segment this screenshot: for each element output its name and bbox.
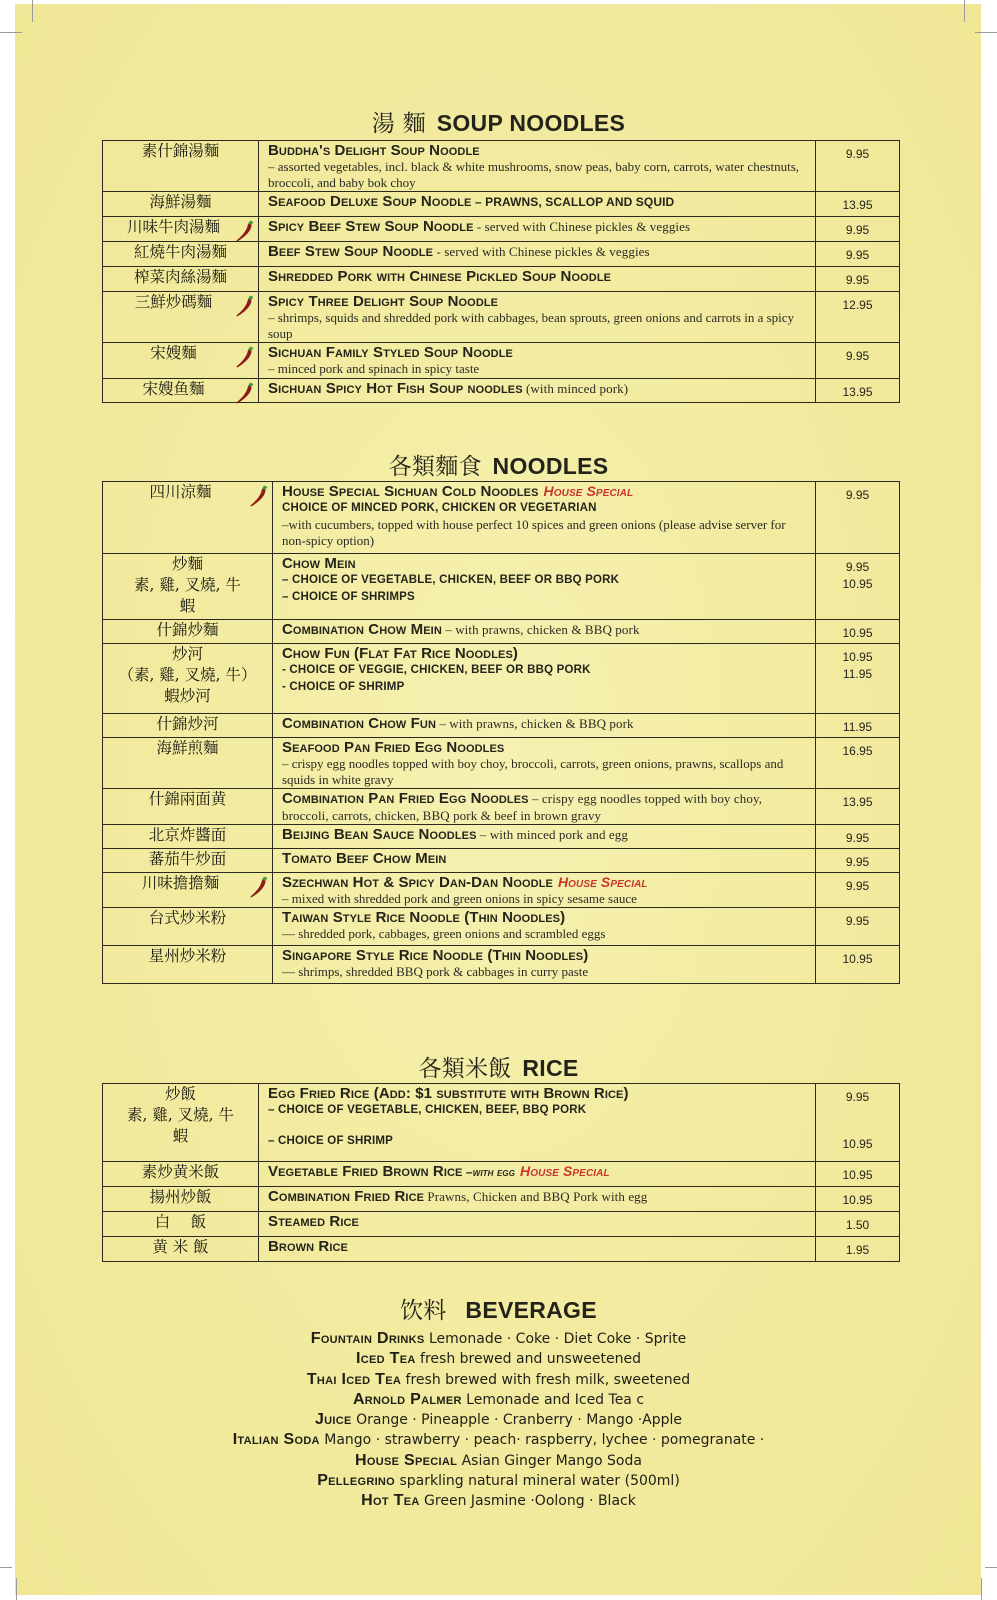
- section-title-zh: 湯 麵: [371, 111, 426, 137]
- item-name: Seafood Pan Fried Egg Noodles: [282, 739, 505, 756]
- item-name-line: [268, 243, 807, 260]
- item-description-inline: Prawns, Chicken and BBQ Pork with egg: [424, 1189, 648, 1204]
- menu-row: [103, 217, 900, 242]
- chinese-name-cell: [103, 1212, 259, 1237]
- section-title-rice: [0, 1050, 997, 1083]
- price-cell: [816, 141, 900, 192]
- beverage-description: Lemonade and Iced Tea c: [461, 1391, 645, 1408]
- item-description-inline: – with prawns, chicken & BBQ pork: [441, 622, 640, 637]
- item-cell: [273, 849, 816, 873]
- item-cell: [273, 644, 816, 714]
- item-description: – minced pork and spinach in spicy taste: [268, 361, 480, 376]
- item-price: 13.95: [842, 385, 873, 399]
- price-cell: [816, 1212, 900, 1237]
- item-price: 9.95: [845, 914, 870, 928]
- beverage-name: Thai Iced Tea: [306, 1370, 402, 1388]
- beverage-name: House Special: [355, 1451, 458, 1469]
- soup-noodles-table: [102, 140, 900, 403]
- house-special-badge: House Special: [520, 1163, 610, 1179]
- house-special-badge: House Special: [543, 483, 634, 499]
- menu-row: [103, 242, 900, 267]
- menu-row: [103, 738, 900, 789]
- beverage-description: fresh brewed with fresh milk, sweetened: [401, 1371, 691, 1388]
- item-name: Combination Pan Fried Egg Noodles: [282, 790, 529, 807]
- item-name-line: [282, 909, 807, 926]
- chinese-name-cell: [103, 192, 259, 217]
- section-title-noodles: [0, 448, 997, 481]
- item-name-line: [282, 645, 807, 662]
- item-cell: [273, 789, 816, 825]
- price-cell: [816, 1084, 900, 1162]
- item-cell: [273, 482, 816, 554]
- item-cell: [259, 1237, 816, 1262]
- item-cell: [259, 1162, 816, 1187]
- item-cell: [273, 908, 816, 946]
- price-cell: [816, 789, 900, 825]
- item-name-line: [268, 344, 807, 361]
- item-description-inline: (with minced pork): [522, 381, 629, 396]
- beverage-name: Juice: [314, 1411, 352, 1429]
- beverage-line: [0, 1329, 997, 1349]
- price-cell: [816, 873, 900, 908]
- house-special-badge: House Special: [557, 874, 648, 890]
- section-title-soup-noodles: [0, 105, 997, 138]
- price-cell: [816, 644, 900, 714]
- item-name: Spicy Beef Stew Soup Noodle: [268, 218, 474, 235]
- beverage-line: [0, 1410, 997, 1430]
- chili-pepper-icon: [234, 381, 256, 405]
- item-name-line: [282, 483, 807, 500]
- chinese-name-cell: [103, 946, 273, 984]
- item-cell: [259, 242, 816, 267]
- price-cell: [816, 908, 900, 946]
- item-name: Buddha's Delight Soup Noodle: [268, 142, 480, 159]
- item-name: Szechwan Hot & Spicy Dan-Dan Noodle: [282, 874, 553, 891]
- item-choice: CHOICE OF MINCED PORK, CHICKEN OR VEGETARIAN: [282, 502, 597, 514]
- beverage-description: Mango · strawberry · peach· raspberry, lychee · pomegranate ·: [319, 1432, 765, 1449]
- price-cell: [816, 482, 900, 554]
- item-name-line: [282, 621, 807, 638]
- chinese-name: 蝦: [172, 1127, 189, 1145]
- rice-table: [102, 1083, 900, 1262]
- menu-row: [103, 292, 900, 343]
- item-cell: [273, 620, 816, 644]
- price-cell: [816, 849, 900, 873]
- item-cell: [259, 343, 816, 379]
- item-name-line: [282, 715, 807, 732]
- item-description-inline: – with prawns, chicken & BBQ pork: [436, 716, 634, 731]
- menu-row: [103, 482, 900, 554]
- item-price: 9.95: [845, 273, 870, 287]
- menu-row: [103, 1237, 900, 1262]
- price-cell: [816, 217, 900, 242]
- item-cell: [259, 379, 816, 403]
- item-description-inline: - served with Chinese pickles & veggies: [433, 244, 650, 259]
- crop-mark: [32, 0, 33, 22]
- menu-row: [103, 192, 900, 217]
- item-price: 9.95: [845, 147, 870, 161]
- chinese-name-cell: [103, 242, 259, 267]
- item-price: 11.95: [842, 667, 873, 681]
- item-name-line: [268, 1188, 807, 1205]
- beverage-line: [0, 1349, 997, 1369]
- item-name: Steamed Rice: [268, 1213, 359, 1230]
- menu-row: [103, 849, 900, 873]
- beverage-name: Iced Tea: [356, 1350, 416, 1368]
- noodles-table: [102, 481, 900, 984]
- chinese-name: 北京炸醬面: [148, 826, 227, 844]
- item-name: Combination Fried Rice: [268, 1188, 425, 1205]
- chinese-name: 揚州炒飯: [149, 1188, 212, 1206]
- chinese-name: 素, 雞, 叉燒, 牛: [126, 1106, 235, 1124]
- item-choice: – CHOICE OF SHRIMP: [268, 1135, 394, 1147]
- crop-mark: [964, 0, 965, 22]
- item-description: — shredded pork, cabbages, green onions and scrambled eggs: [282, 926, 606, 941]
- crop-mark: [981, 1578, 982, 1600]
- item-cell: [259, 192, 816, 217]
- price-cell: [816, 292, 900, 343]
- section-title-en: RICE: [522, 1055, 579, 1081]
- item-name-suffix: –with egg: [462, 1165, 516, 1179]
- crop-mark: [0, 32, 22, 33]
- item-choice: - CHOICE OF SHRIMP: [282, 681, 405, 693]
- menu-row: [103, 1212, 900, 1237]
- beverage-name: Italian Soda: [232, 1431, 320, 1449]
- item-cell: [273, 946, 816, 984]
- menu-row: [103, 554, 900, 620]
- menu-row: [103, 267, 900, 292]
- item-price: 11.95: [842, 720, 873, 734]
- menu-row: [103, 343, 900, 379]
- item-cell: [273, 714, 816, 738]
- menu-row: [103, 141, 900, 192]
- beverage-line: [0, 1430, 997, 1450]
- item-description: — shrimps, shredded BBQ pork & cabbages in curry paste: [282, 964, 589, 979]
- section-title-zh: 各類麵食: [388, 454, 482, 480]
- item-name-line: [268, 1163, 807, 1181]
- menu-row: [103, 908, 900, 946]
- chinese-name-cell: [103, 1237, 259, 1262]
- item-name: Sichuan Spicy Hot Fish Soup noodles: [268, 380, 523, 397]
- item-cell: [259, 1084, 816, 1162]
- menu-row: [103, 379, 900, 403]
- chinese-name: 榨菜肉絲湯麵: [133, 268, 227, 286]
- item-description-inline: - served with Chinese pickles & veggies: [473, 219, 691, 234]
- chinese-name-cell: [103, 482, 273, 554]
- chinese-name-cell: [103, 554, 273, 620]
- item-price: 10.95: [842, 1168, 873, 1182]
- crop-mark: [975, 32, 997, 33]
- chinese-name: 白 飯: [154, 1213, 207, 1231]
- item-price: 10.95: [842, 1193, 873, 1207]
- item-name-line: [268, 1213, 807, 1230]
- item-cell: [259, 292, 816, 343]
- section-title-en: NOODLES: [492, 453, 609, 479]
- item-name: Beijing Bean Sauce Noodles: [282, 826, 477, 843]
- chinese-name-cell: [103, 217, 259, 242]
- beverage-description: sparkling natural mineral water (500ml): [395, 1473, 680, 1490]
- section-title-beverage: [0, 1292, 997, 1325]
- item-price: 1.95: [845, 1243, 870, 1257]
- chili-pepper-icon: [234, 294, 256, 318]
- item-price: 10.95: [842, 952, 873, 966]
- beverage-line: [0, 1451, 997, 1471]
- price-cell: [816, 946, 900, 984]
- item-cell: [259, 267, 816, 292]
- item-name-line: [268, 142, 807, 159]
- chinese-name: （素, 雞, 叉燒, 牛）: [118, 666, 257, 684]
- beverage-description: Asian Ginger Mango Soda: [457, 1452, 642, 1469]
- chinese-name: 星州炒米粉: [148, 947, 227, 965]
- chinese-name-cell: [103, 644, 273, 714]
- section-title-zh: 饮料: [400, 1298, 447, 1324]
- chinese-name: 素, 雞, 叉燒, 牛: [133, 576, 242, 594]
- item-name: Tomato Beef Chow Mein: [282, 850, 447, 867]
- menu-row: [103, 873, 900, 908]
- price-cell: [816, 554, 900, 620]
- section-title-en: SOUP NOODLES: [436, 110, 626, 136]
- chinese-name: 什錦炒河: [156, 715, 219, 733]
- chinese-name: 炒河: [171, 645, 203, 663]
- chinese-name-cell: [103, 1187, 259, 1212]
- beverage-description: Green Jasmine ·Oolong · Black: [419, 1493, 636, 1510]
- item-price: 10.95: [842, 1137, 873, 1151]
- chinese-name: 川味牛肉湯麵: [126, 218, 220, 236]
- item-price: 1.50: [845, 1218, 870, 1232]
- beverage-line: [0, 1491, 997, 1511]
- chili-pepper-icon: [234, 219, 256, 243]
- item-price: 10.95: [842, 626, 873, 640]
- menu-row: [103, 946, 900, 984]
- chinese-name: 素什錦湯麵: [141, 142, 220, 160]
- item-description-inline: – crispy egg noodles topped with boy choy, broccoli, carrots, chicken, BBQ pork & beef in brown gravy: [282, 791, 763, 823]
- menu-row: [103, 1187, 900, 1212]
- menu-row: [103, 620, 900, 644]
- section-title-en: BEVERAGE: [465, 1297, 597, 1323]
- item-name-line: [268, 380, 807, 397]
- item-choice: – CHOICE OF SHRIMPS: [282, 591, 415, 603]
- section-title-zh: 各類米飯: [418, 1056, 512, 1082]
- chinese-name: 蝦炒河: [164, 687, 211, 705]
- item-price: 13.95: [842, 795, 873, 809]
- item-name: House Special Sichuan Cold Noodles: [282, 483, 539, 500]
- chili-pepper-icon: [248, 875, 270, 899]
- item-price: 10.95: [842, 577, 873, 591]
- item-cell: [273, 825, 816, 849]
- price-cell: [816, 267, 900, 292]
- item-description: – shrimps, squids and shredded pork with cabbages, bean sprouts, green onions and carrots in a spicy soup: [268, 310, 795, 341]
- item-choice: - CHOICE OF VEGGIE, CHICKEN, BEEF OR BBQ PORK: [282, 664, 591, 676]
- beverage-description: Lemonade · Coke · Diet Coke · Sprite: [424, 1331, 687, 1347]
- beverage-description: fresh brewed and unsweetened: [415, 1351, 641, 1368]
- item-description-inline: – with minced pork and egg: [476, 827, 628, 842]
- chinese-name-cell: [103, 343, 259, 379]
- item-name: Shredded Pork with Chinese Pickled Soup Noodle: [268, 268, 612, 285]
- item-name: Brown Rice: [268, 1238, 348, 1255]
- chinese-name-cell: [103, 825, 273, 849]
- item-name: Combination Chow Fun: [282, 715, 436, 732]
- menu-row: [103, 825, 900, 849]
- chinese-name: 三鮮炒碼麵: [134, 293, 213, 311]
- item-name: Sichuan Family Styled Soup Noodle: [268, 344, 513, 361]
- chinese-name-cell: [103, 1162, 259, 1187]
- item-name: Singapore Style Rice Noodle (Thin Noodles): [282, 947, 589, 964]
- item-price: 9.95: [845, 831, 870, 845]
- chinese-name: 四川涼麵: [149, 483, 212, 501]
- chinese-name-cell: [103, 141, 259, 192]
- item-name: Egg Fried Rice (Add: $1 substitute with Brown Rice): [268, 1085, 629, 1102]
- beverage-name: Arnold Palmer: [352, 1390, 462, 1408]
- item-name-line: [268, 268, 807, 285]
- item-cell: [259, 141, 816, 192]
- item-cell: [273, 738, 816, 789]
- item-name: Chow Mein: [282, 555, 356, 572]
- item-cell: [273, 873, 816, 908]
- crop-mark: [985, 1567, 997, 1568]
- chinese-name: 宋嫂鱼麵: [142, 380, 205, 398]
- item-price: 9.95: [845, 879, 870, 893]
- item-price: 12.95: [842, 298, 873, 312]
- beverage-name: Hot Tea: [361, 1492, 420, 1510]
- chinese-name: 海鮮湯麵: [149, 193, 212, 211]
- price-cell: [816, 1162, 900, 1187]
- item-choice: – CHOICE OF VEGETABLE, CHICKEN, BEEF, BBQ PORK: [268, 1104, 587, 1116]
- chinese-name: 炒飯: [164, 1085, 196, 1103]
- item-price: 9.95: [845, 223, 870, 237]
- chinese-name-cell: [103, 1084, 259, 1162]
- chinese-name: 宋嫂麵: [150, 344, 197, 362]
- beverage-name: Pellegrino: [317, 1472, 396, 1490]
- item-name-line: [282, 555, 807, 572]
- chinese-name-cell: [103, 379, 259, 403]
- chinese-name-cell: [103, 714, 273, 738]
- chinese-name-cell: [103, 908, 273, 946]
- price-cell: [816, 620, 900, 644]
- menu-row: [103, 644, 900, 714]
- item-name-line: [268, 1085, 807, 1102]
- item-name-line: [282, 947, 807, 964]
- chinese-name: 黄 米 飯: [152, 1238, 209, 1256]
- item-price: 9.95: [845, 488, 870, 502]
- chinese-name: 素炒黄米飯: [141, 1163, 220, 1181]
- item-price: 16.95: [842, 744, 873, 758]
- item-name: Chow Fun (Flat Fat Rice Noodles): [282, 645, 518, 662]
- chinese-name-cell: [103, 873, 273, 908]
- chinese-name: 海鮮煎麵: [156, 739, 219, 757]
- chinese-name-cell: [103, 738, 273, 789]
- price-cell: [816, 825, 900, 849]
- item-name-line: [268, 193, 807, 211]
- beverage-list: [0, 1329, 997, 1512]
- chinese-name: 什錦炒麵: [156, 621, 219, 639]
- item-name-line: [282, 739, 807, 756]
- item-name-line: [268, 1238, 807, 1255]
- chinese-name-cell: [103, 789, 273, 825]
- item-name-line: [282, 790, 807, 824]
- item-description: – crispy egg noodles topped with boy choy, broccoli, carrots, green onions, prawns, scallops and squids in white gravy: [282, 756, 784, 787]
- item-price: 9.95: [845, 560, 870, 574]
- beverage-line: [0, 1471, 997, 1491]
- beverage-line: [0, 1370, 997, 1390]
- menu-row: [103, 1162, 900, 1187]
- beverage-line: [0, 1390, 997, 1410]
- price-cell: [816, 379, 900, 403]
- item-name: Combination Chow Mein: [282, 621, 442, 638]
- price-cell: [816, 1187, 900, 1212]
- price-cell: [816, 714, 900, 738]
- item-description: – assorted vegetables, incl. black & white mushrooms, snow peas, baby corn, carrots, water chestnuts, broccoli, and baby bok choy: [268, 159, 800, 190]
- item-price: 9.95: [845, 1090, 870, 1104]
- price-cell: [816, 192, 900, 217]
- item-name-line: [268, 218, 807, 235]
- item-name: Seafood Deluxe Soup Noodle: [268, 193, 472, 210]
- item-price: 9.95: [845, 248, 870, 262]
- menu-row: [103, 1084, 900, 1162]
- item-cell: [259, 1212, 816, 1237]
- chinese-name: 台式炒米粉: [148, 909, 227, 927]
- chili-pepper-icon: [234, 345, 256, 369]
- chinese-name: 紅燒牛肉湯麵: [133, 243, 227, 261]
- chinese-name: 什錦兩面黄: [148, 790, 227, 808]
- chinese-name: 蝦: [179, 597, 196, 615]
- item-description: –with cucumbers, topped with house perfect 10 spices and green onions (please advise server for non-spicy option): [282, 517, 786, 548]
- item-name: Spicy Three Delight Soup Noodle: [268, 293, 499, 310]
- chinese-name-cell: [103, 620, 273, 644]
- chinese-name-cell: [103, 849, 273, 873]
- price-cell: [816, 343, 900, 379]
- item-name-suffix: – PRAWNS, SCALLOP AND SQUID: [471, 195, 675, 209]
- chinese-name-cell: [103, 267, 259, 292]
- item-name-line: [282, 874, 807, 891]
- item-name: Taiwan Style Rice Noodle (Thin Noodles): [282, 909, 566, 926]
- price-cell: [816, 242, 900, 267]
- item-name-line: [282, 850, 807, 867]
- menu-row: [103, 714, 900, 738]
- item-price: 13.95: [842, 198, 873, 212]
- chinese-name: 蕃茄牛炒面: [148, 850, 227, 868]
- item-cell: [273, 554, 816, 620]
- chinese-name: 川味擔擔麵: [141, 874, 220, 892]
- item-price: 9.95: [845, 855, 870, 869]
- chinese-name-cell: [103, 292, 259, 343]
- item-cell: [259, 217, 816, 242]
- item-price: 9.95: [845, 349, 870, 363]
- beverage-name: Fountain Drinks: [310, 1330, 425, 1347]
- price-cell: [816, 1237, 900, 1262]
- item-description: – mixed with shredded pork and green onions in spicy sesame sauce: [282, 891, 637, 906]
- chili-pepper-icon: [248, 484, 270, 508]
- crop-mark: [16, 1578, 17, 1600]
- menu-row: [103, 789, 900, 825]
- item-name: Vegetable Fried Brown Rice: [268, 1163, 463, 1180]
- beverage-description: Orange · Pineapple · Cranberry · Mango ·Apple: [351, 1412, 683, 1429]
- item-name-line: [282, 826, 807, 843]
- item-price: 10.95: [842, 650, 873, 664]
- item-cell: [259, 1187, 816, 1212]
- item-name: Beef Stew Soup Noodle: [268, 243, 434, 260]
- price-cell: [816, 738, 900, 789]
- item-choice: – CHOICE OF VEGETABLE, CHICKEN, BEEF OR BBQ PORK: [282, 574, 620, 586]
- crop-mark: [0, 1567, 12, 1568]
- item-name-line: [268, 293, 807, 310]
- chinese-name: 炒麵: [171, 555, 203, 573]
